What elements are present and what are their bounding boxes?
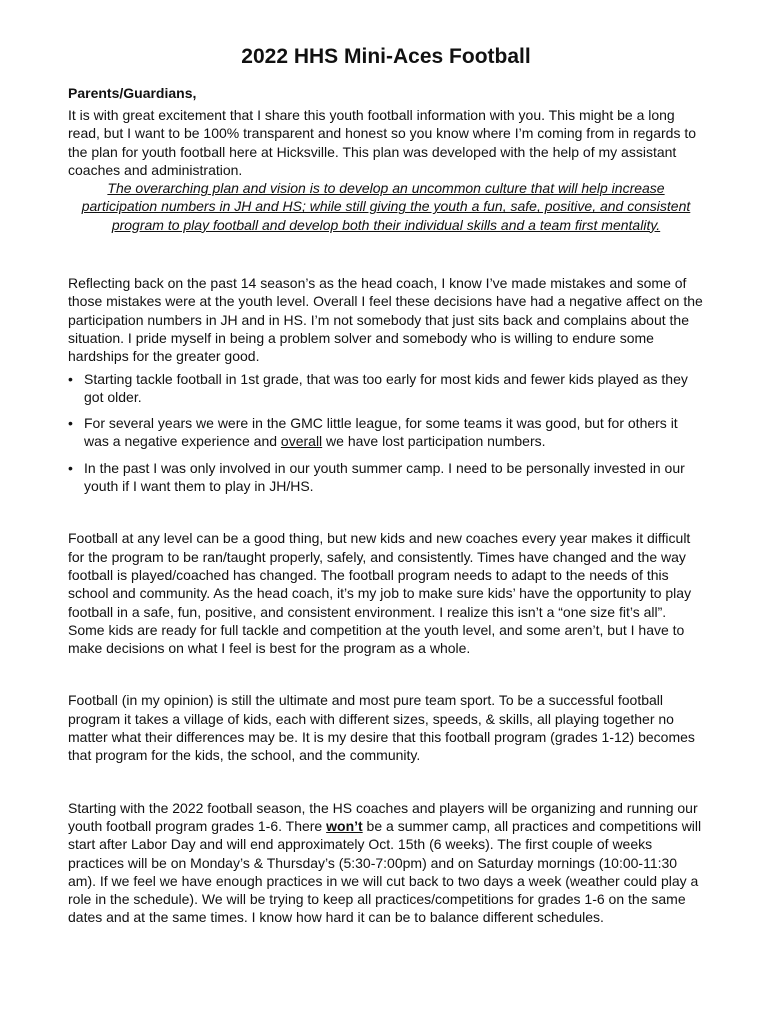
bullet-icon: • — [68, 459, 73, 476]
vision-statement: The overarching plan and vision is to develop an uncommon culture that will help increase participation numbers in JH and HS; while still giving the youth a fun, safe, positive, and consistent program to play football and develop both their individual skills and a team first mentality. — [81, 180, 691, 233]
list-item-text: In the past I was only involved in our youth summer camp. I need to be personally invested in our youth if I want them to play in JH/HS. — [84, 459, 685, 495]
underlined-word: overall — [280, 433, 323, 450]
emphasized-word: won’t — [326, 817, 363, 834]
intro-paragraph: It is with great excitement that I share this youth football information with you. This might be a long read, but I want to be 100% transparent and honest so you know where I’m coming from in regards to the plan for youth football here at Hicksville. This plan was developed with the help of my assistant coaches and administration. — [68, 107, 697, 178]
season-text: be a summer camp, all practices and competitions will start after Labor Day and will end approximately Oct. 15th (6 weeks). The first couple of weeks practices will be on Monday’s & Thursday’s (5:30-7:00pm) and on Saturday mornings (10:00-11:30 am). If we feel we have enough practices in we will cut back to two days a week (weather could play a role in the schedule). We will be trying to keep all practices/competitions for grades 1-6 on the same dates and at the same times. I know how hard it can be to balance different schedules. — [68, 817, 702, 926]
reflecting-paragraph: Reflecting back on the past 14 season’s as the head coach, I know I’ve made mistakes and some of those mistakes were at the youth level. Overall I feel these decisions have had a negative affect on the participation numbers in JH and in HS. I’m not somebody that just sits back and complains about the situation. I pride myself in being a problem solver and somebody who is willing to endure some hardships for the greater good. — [68, 275, 703, 365]
season-text: Starting with the 2022 football season, the HS coaches and players will be organizing and running our youth football program grades 1-6. There — [68, 799, 698, 834]
list-item — [68, 414, 704, 451]
reflection-bullet-list — [68, 370, 704, 496]
list-item — [68, 370, 704, 407]
list-item-text: For several years we were in the GMC little league, for some teams it was good, but for others it was a negative experience and — [84, 415, 678, 450]
bullet-icon: • — [68, 370, 73, 387]
team-sport-paragraph: Football (in my opinion) is still the ultimate and most pure team sport. To be a successful football program it takes a village of kids, each with different sizes, speeds, & skills, all playing together no matter what their differences may be. It is my desire that this football program (grades 1-12) becomes that program for the kids, the school, and the community. — [68, 692, 695, 764]
any-level-paragraph: Football at any level can be a good thing, but new kids and new coaches every year makes it difficult for the program to be ran/taught properly, safely, and consistently. Times have changed and the way football is played/coached has changed. The football program needs to adapt to the needs of this school and community. As the head coach, it’s my job to make sure kids’ have the opportunity to play football in a safe, fun, positive, and consistent environment. I realize this isn’t a “one size fit’s all”. Some kids are ready for full tackle and competition at the youth level, and some aren’t, but I have to make decisions on what I feel is best for the program as a whole. — [68, 530, 692, 657]
page-title: 2022 HHS Mini-Aces Football — [241, 45, 531, 68]
season-paragraph — [68, 799, 704, 927]
list-item — [68, 459, 704, 496]
list-item-text: we have lost participation numbers. — [322, 433, 546, 450]
letter-page — [68, 44, 704, 927]
list-item-text: Starting tackle football in 1st grade, that was too early for most kids and fewer kids played as they got older. — [84, 370, 688, 405]
salutation: Parents/Guardians, — [68, 85, 197, 101]
bullet-icon: • — [68, 415, 73, 432]
